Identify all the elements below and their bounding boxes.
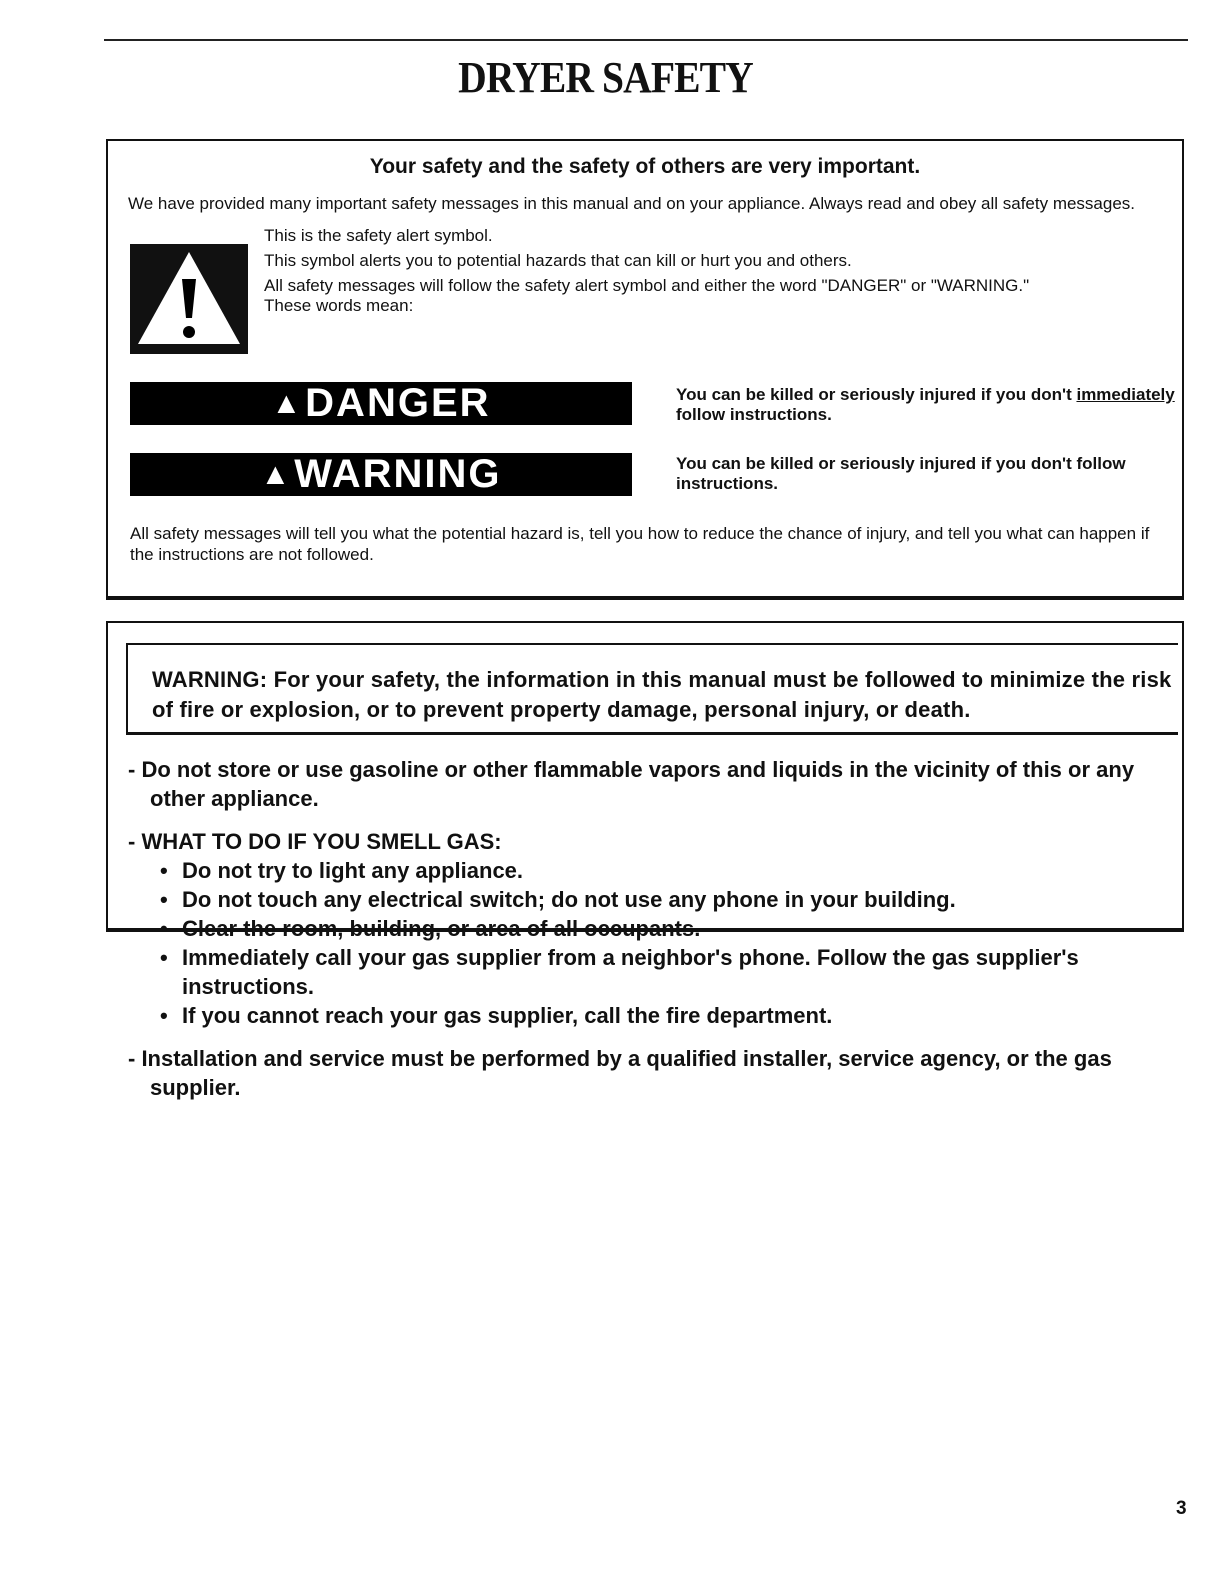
- gas-step-text: Immediately call your gas supplier from a neighbor's phone. Follow the gas supplier's instructions.: [182, 945, 1079, 999]
- safety-heading: Your safety and the safety of others are very important.: [369, 155, 921, 178]
- gas-step: [120, 914, 1170, 943]
- warning-label: WARNING: [294, 452, 502, 496]
- top-rule: [104, 39, 1188, 41]
- gas-step-text: If you cannot reach your gas supplier, call the fire department.: [182, 1003, 833, 1028]
- symbol-line: This symbol alerts you to potential hazards that can kill or hurt you and others.: [264, 251, 852, 270]
- gas-step: [120, 943, 1170, 1001]
- fire-explosion-warning: [126, 643, 1178, 735]
- danger-meaning-text: You can be killed or seriously injured if you don't: [676, 385, 1077, 404]
- gas-warning-box: [106, 621, 1184, 1100]
- safety-intro: We have provided many important safety messages in this manual and on your appliance. Always read and obey all safety messages.: [128, 194, 1136, 213]
- rule-flammable-vapors: - Do not store or use gasoline or other flammable vapors and liquids in the vicinity of this or any other appliance.: [128, 757, 1135, 811]
- symbol-line: This is the safety alert symbol.: [264, 226, 493, 245]
- alert-triangle-icon: ▲: [260, 457, 293, 491]
- gas-step: [120, 885, 1170, 914]
- alert-triangle-icon: ▲: [271, 386, 304, 420]
- gas-safety-rules: [120, 755, 1170, 1102]
- danger-meaning-emphasis: immediately: [1076, 385, 1175, 404]
- gas-step-text: Clear the room, building, or area of all occupants.: [182, 916, 701, 941]
- safety-alert-triangle-icon: [130, 244, 248, 354]
- danger-label: DANGER: [305, 381, 491, 425]
- bullet-icon: •: [160, 916, 168, 941]
- gas-step-text: Do not touch any electrical switch; do not use any phone in your building.: [182, 887, 956, 912]
- symbol-line: All safety messages will follow the safety alert symbol and either the word "DANGER" or "WARNING." These words mean:: [264, 276, 1030, 315]
- warning-signal-word: [130, 453, 632, 496]
- bullet-icon: •: [160, 1003, 168, 1028]
- safety-message-box: [106, 139, 1184, 600]
- bullet-icon: •: [160, 945, 168, 970]
- bullet-icon: •: [160, 858, 168, 883]
- gas-step-text: Do not try to light any appliance.: [182, 858, 524, 883]
- page-number: 3: [1176, 1498, 1187, 1519]
- page-title: DRYER SAFETY: [458, 53, 753, 102]
- symbol-explanation: [264, 226, 1164, 321]
- danger-signal-word: [130, 382, 632, 425]
- safety-outro: All safety messages will tell you what the potential hazard is, tell you how to reduce the chance of injury, and tell you what can happen if the instructions are not followed.: [130, 524, 1150, 564]
- safety-alert-icon: [130, 244, 248, 354]
- fire-explosion-warning-text: WARNING: For your safety, the information in this manual must be followed to minimize the risk of fire or explosion, or to prevent property damage, personal injury, or death.: [152, 667, 1172, 722]
- danger-meaning: [676, 385, 1176, 425]
- danger-meaning-text-end: follow instructions.: [676, 405, 832, 424]
- rule-installation-service: - Installation and service must be performed by a qualified installer, service agency, or the gas supplier.: [128, 1046, 1112, 1100]
- gas-step: [120, 1001, 1170, 1030]
- gas-step: [120, 856, 1170, 885]
- warning-meaning: You can be killed or seriously injured if you don't follow instructions.: [676, 454, 1126, 493]
- bullet-icon: •: [160, 887, 168, 912]
- rule-smell-gas: - WHAT TO DO IF YOU SMELL GAS:: [128, 829, 502, 854]
